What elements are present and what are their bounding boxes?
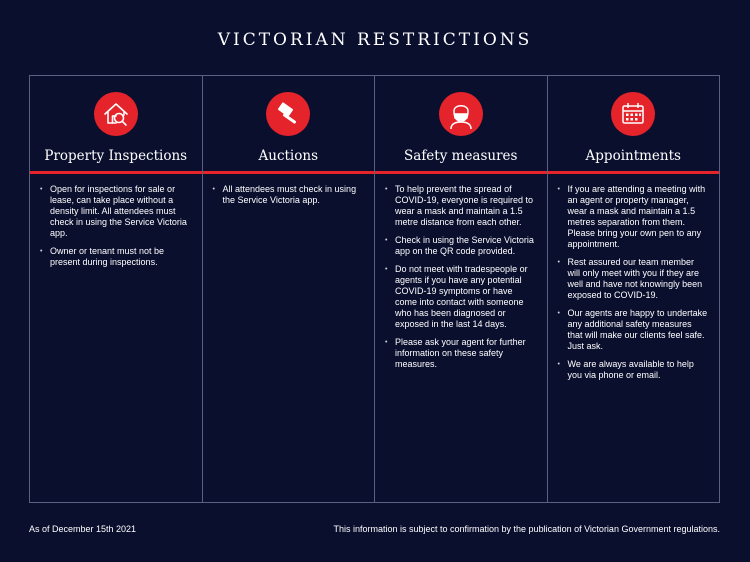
column-property-inspections: [30, 76, 203, 502]
gavel-icon: [266, 92, 310, 136]
column-heading: Property Inspections: [44, 148, 188, 164]
column-safety-measures: [375, 76, 548, 502]
list-item: • Check in using the Service Victoria app on the QR code provided.: [385, 235, 537, 257]
bullet-list: [30, 174, 202, 268]
column-header: [30, 76, 202, 174]
bullet-list: [375, 174, 547, 370]
list-item: • Open for inspections for sale or lease, can take place without a density limit. All attendees must check in using the Service Victoria app.: [40, 184, 192, 239]
page-title: VICTORIAN RESTRICTIONS: [217, 30, 533, 50]
column-heading: Safety measures: [404, 148, 518, 164]
house-search-icon: [94, 92, 138, 136]
bullet-list: [548, 174, 720, 381]
list-item: • Rest assured our team member will only meet with you if they are well and have not knowingly been exposed to COVID-19.: [558, 257, 710, 301]
list-item: • Do not meet with tradespeople or agents if you have any potential COVID-19 symptoms or have come into contact with someone who has been diagnosed or exposed in the last 14 days.: [385, 264, 537, 330]
list-item: • We are always available to help you via phone or email.: [558, 359, 710, 381]
list-item: • If you are attending a meeting with an agent or property manager, wear a mask and maintain a 1.5 metres separation from them. Please bring your own pen to any appointment.: [558, 184, 710, 250]
list-item: • Owner or tenant must not be present during inspections.: [40, 246, 192, 268]
footer-disclaimer: This information is subject to confirmation by the publication of Victorian Government regulations.: [333, 524, 720, 534]
column-header: [375, 76, 547, 174]
list-item: • To help prevent the spread of COVID-19, everyone is required to wear a mask and maintain a 1.5 metre distance from each other.: [385, 184, 537, 228]
column-auctions: [203, 76, 376, 502]
column-header: [203, 76, 375, 174]
bullet-list: [203, 174, 375, 206]
restrictions-table: [29, 75, 720, 503]
list-item: • All attendees must check in using the Service Victoria app.: [213, 184, 365, 206]
column-header: [548, 76, 720, 174]
list-item: • Please ask your agent for further information on these safety measures.: [385, 337, 537, 370]
list-item: • Our agents are happy to undertake any additional safety measures that will make our clients feel safe. Just ask.: [558, 308, 710, 352]
column-heading: Auctions: [258, 148, 318, 164]
footer-date: As of December 15th 2021: [29, 524, 137, 534]
calendar-icon: [611, 92, 655, 136]
column-heading: Appointments: [585, 148, 681, 164]
masked-person-icon: [439, 92, 483, 136]
column-appointments: [548, 76, 720, 502]
